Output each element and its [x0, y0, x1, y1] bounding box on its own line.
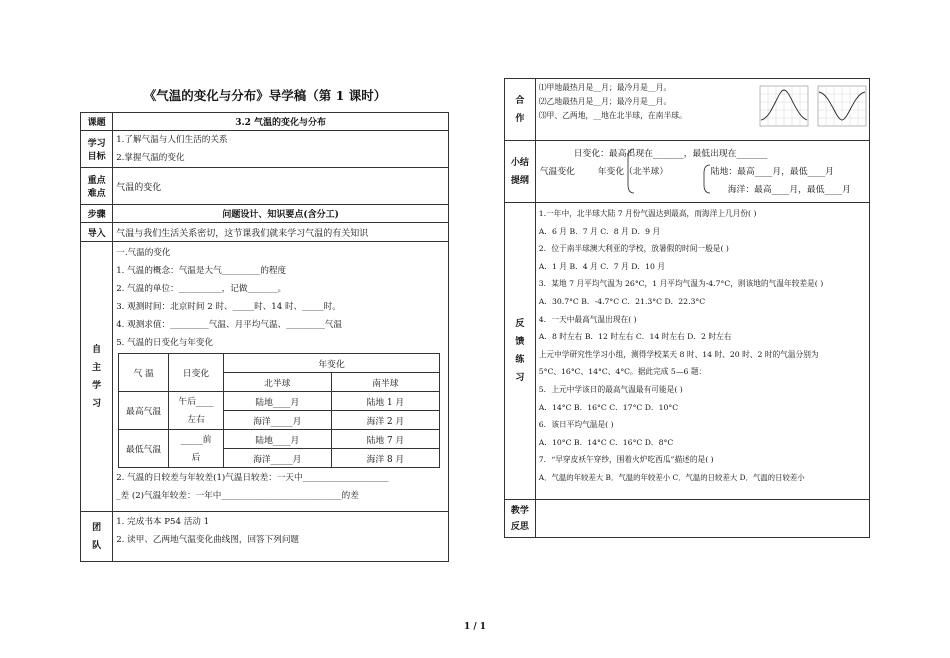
min-south-land: 陆地 7 月 [331, 430, 440, 449]
max-daily-cell: 午后____ 左右 [169, 392, 224, 430]
summary-label: 小结 提纲 [505, 141, 536, 203]
summary-daily: 日变化：最高出现在_______，最低出现在_______ [573, 149, 768, 159]
team-line: 1. 完成书本 P54 活动 1 [116, 517, 210, 527]
row-min-label: 最低气温 [119, 430, 169, 468]
goal-item: 2.掌握气温的变化 [116, 153, 185, 163]
team-content [113, 512, 449, 562]
feedback-line: 3．某地 7 月平均气温为 26°C，1 月平均气温为-4.7°C，则该地的气温年较差是( ) [538, 279, 824, 289]
reflect-label: 教学 反思 [505, 500, 536, 538]
feedback-label: 反 馈 练 习 [505, 203, 536, 500]
header-temp: 气 温 [119, 354, 169, 392]
self-study-content [113, 242, 449, 512]
left-study-table [80, 112, 449, 562]
feedback-line: 上元中学研究性学习小组，测得学校某天 8 时、14 时、20 时、2 时的气温分别为 [538, 349, 819, 359]
page-number: 1 / 1 [463, 622, 487, 632]
key-label: 重点 难点 [81, 168, 113, 205]
feedback-line: 1.一年中，北半球大陆 7 月份气温达到最高，而海洋上几月份( ) [538, 209, 757, 218]
self-line: 2. 气温的单位：__________，记做_______。 [116, 284, 287, 294]
min-north-sea: 海洋_____月 [223, 449, 331, 468]
self-line: 1. 气温的概念：气温是大气_________的程度 [116, 266, 287, 276]
header-north: 北半球 [223, 373, 331, 392]
summary-left-word: 气温变化 [539, 167, 575, 177]
feedback-line: 5．上元中学该日的最高气温最有可能是( ) [538, 384, 683, 394]
goal-item: 1.了解气温与人们生活的关系 [116, 135, 228, 145]
goal-list [113, 131, 449, 168]
summary-sea: 海洋：最高____月，最低____月 [727, 185, 851, 195]
max-south-sea: 海洋 2 月 [331, 411, 440, 430]
header-annual: 年变化 [223, 354, 439, 373]
topic-value: 3.2 气温的变化与分布 [113, 113, 449, 131]
self-line: 一.气温的变化 [116, 248, 171, 258]
goal-label: 学习 目标 [81, 131, 113, 168]
feedback-line: A．10°C B．14°C C．16°C D．8°C [538, 437, 674, 447]
header-daily: 日变化 [169, 354, 224, 392]
steps-value: 问题设计、知识要点(含分工) [113, 205, 449, 223]
feedback-content [535, 203, 869, 500]
self-line: 4. 观测求值：_________气温、月平均气温、_________气温 [116, 320, 342, 330]
range-line: _差 (2)气温年较差：一年中____________________________的差 [116, 491, 359, 501]
feedback-line: 5°C、16°C、14°C、4°C。据此完成 5—6 题： [538, 367, 707, 377]
max-north-land: 陆地____月 [223, 392, 331, 411]
min-north-land: 陆地____月 [223, 430, 331, 449]
team-label: 团 队 [81, 512, 113, 562]
topic-label: 课题 [81, 113, 113, 131]
intro-label: 导入 [81, 223, 113, 242]
summary-brackets [536, 141, 871, 203]
reflect-content [535, 500, 869, 538]
feedback-line: A．8 时左右 B．12 时左右 C．14 时左右 D．2 时左右 [538, 332, 732, 342]
climate-graph-jia [760, 86, 808, 126]
row-max-label: 最高气温 [119, 392, 169, 430]
self-study-label: 自 主 学 习 [81, 242, 113, 512]
document-title: 《气温的变化与分布》导学稿（第 1 课时） [143, 88, 387, 103]
feedback-line: 6．该日平均气温是( ) [538, 420, 614, 430]
feedback-line: A．14°C B．16°C C．17°C D．10°C [538, 402, 679, 412]
key-value: 气温的变化 [113, 168, 449, 205]
coop-line: ⑵乙地最热月是__月；最冷月是__月。 [538, 97, 672, 106]
header-south: 南半球 [331, 373, 440, 392]
self-line: 5. 气温的日变化与年变化 [116, 338, 214, 348]
max-south-land: 陆地 1 月 [331, 392, 440, 411]
feedback-line: 2．位于南半球澳大利亚的学校，放暑假的时间一般是( ) [538, 244, 729, 254]
summary-content [535, 141, 869, 203]
feedback-line: 7．“早穿皮袄午穿纱，围着火炉吃西瓜”描述的是( ) [538, 455, 714, 465]
range-line: 2. 气温的日较差与年较差(1)气温日较差：一天中____________________ [116, 473, 389, 483]
summary-annual: 年变化（北半球） [597, 167, 669, 177]
summary-land: 陆地：最高____月，最低____月 [710, 167, 834, 177]
min-south-sea: 海洋 8 月 [331, 449, 440, 468]
coop-content [535, 79, 869, 141]
climate-graph-thumbnails [758, 80, 868, 136]
coop-label: 合 作 [505, 79, 536, 141]
intro-value: 气温与我们生活关系密切，这节课我们就来学习气温的有关知识 [113, 223, 449, 242]
feedback-line: A．气温的年较差大 B．气温的年较差小 C．气温的日较差大 D．气温的日较差小 [538, 472, 805, 482]
feedback-line: A．6 月 B．7 月 C．8 月 D．9 月 [538, 226, 661, 236]
coop-line: ⑴甲地最热月是__月；最冷月是__月。 [538, 83, 672, 92]
team-line: 2. 读甲、乙两地气温变化曲线图，回答下列问题 [116, 535, 300, 545]
right-study-table [504, 78, 870, 538]
min-daily-cell: _____前 后 [169, 430, 224, 468]
temperature-table [118, 353, 440, 468]
feedback-line: 4．一天中最高气温出现在( ) [538, 314, 637, 324]
feedback-line: A．1 月 B．4 月 C．7 月 D．10 月 [538, 261, 666, 271]
max-north-sea: 海洋_____月 [223, 411, 331, 430]
self-line: 3. 观测时间：北京时间 2 时、_____时、14 时、_____时。 [116, 302, 341, 312]
steps-label: 步骤 [81, 205, 113, 223]
climate-graph-yi [818, 86, 866, 126]
feedback-line: A．30.7°C B．-4.7°C C．21.3°C D．22.3°C [538, 296, 706, 306]
coop-line: ⑶甲、乙两地，__地在北半球，在南半球。 [538, 111, 687, 120]
